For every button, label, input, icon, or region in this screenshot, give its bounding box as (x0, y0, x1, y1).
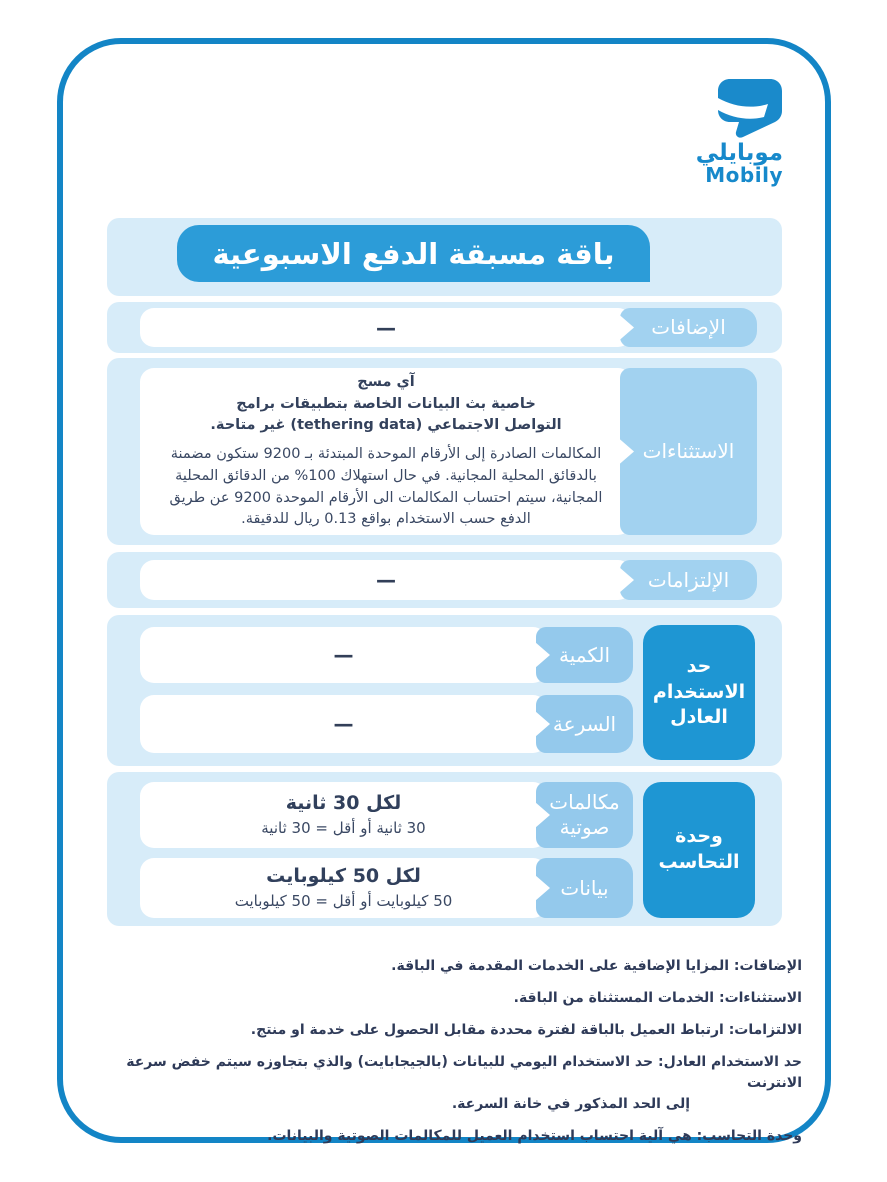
fair-usage-header-box (643, 625, 755, 760)
page-title: باقة مسبقة الدفع الاسبوعية (177, 225, 650, 282)
section-billing-unit (107, 772, 782, 926)
footnote-billing-unit: وحدة التحاسب: هي آلية احتساب استخدام العميل للمكالمات الصوتية والبيانات. (267, 1128, 802, 1144)
mobily-logo-icon (717, 78, 783, 138)
footnotes (85, 956, 802, 1158)
fair-usage-quantity-tab (536, 627, 633, 683)
additions-tab (620, 308, 757, 347)
fair-usage-speed-value: — (333, 712, 354, 736)
exceptions-bold-line: خاصية بث البيانات الخاصة بتطبيقات برامج (236, 395, 536, 412)
fair-usage-quantity-label: الكمية (559, 642, 611, 667)
footnote-exceptions: الاستثناءات: الخدمات المستثناة من الباقة. (513, 990, 802, 1006)
section-commitments (107, 552, 782, 608)
commitments-value: — (376, 568, 396, 592)
brand-name-arabic: موبايلي (695, 140, 783, 166)
additions-value: — (376, 315, 396, 340)
billing-unit-label: وحدة التحاسب (658, 825, 740, 873)
commitments-tab (620, 560, 757, 600)
billing-unit-header-box (643, 782, 755, 918)
billing-voice-label: مكالمات صوتية (549, 790, 620, 839)
footnote-fair-usage: حد الاستخدام العادل: حد الاستخدام اليومي للبيانات (بالجيجابايت) والذي بتجاوزه سيتم خفض سرعة الانترنت (126, 1054, 802, 1091)
exceptions-tab (620, 368, 757, 535)
fair-usage-quantity-box (140, 627, 547, 683)
fair-usage-quantity-value: — (333, 643, 354, 667)
tab-notch-icon (535, 711, 550, 737)
billing-data-tab (536, 858, 633, 918)
section-additions (107, 302, 782, 353)
billing-data-label: بيانات (560, 875, 609, 900)
billing-voice-tab (536, 782, 633, 848)
commitments-label: الإلتزامات (647, 567, 730, 592)
billing-data-sub: 50 كيلوبايت أو أقل = 50 كيلوبايت (234, 891, 453, 910)
footnote-commitments: الالتزامات: ارتباط العميل بالباقة لفترة محددة مقابل الحصول على خدمة او منتج. (250, 1022, 802, 1038)
additions-label: الإضافات (651, 315, 726, 339)
billing-voice-main: لكل 30 ثانية (285, 792, 402, 815)
section-fair-usage (107, 615, 782, 766)
tab-notch-icon (535, 875, 550, 901)
exceptions-paragraph: المكالمات الصادرة إلى الأرقام الموحدة المبتدئة بـ 9200 ستكون مضمنة بالدقائق المحلية المجانية. في حال استهلاك 100% من الدقائق المحلية المجانية، سيتم احتساب المكالمات الى الأرقام الموحدة 9200 عن طريق الدفع حسب الاستخدام بواقع 0.13 ريال للدقيقة. (169, 446, 603, 528)
exceptions-bold-line: التواصل الاجتماعي (tethering data) غير متاحة. (210, 417, 562, 434)
commitments-value-box (140, 560, 632, 600)
billing-data-box (140, 858, 547, 918)
exceptions-value-box (140, 368, 632, 535)
billing-data-main: لكل 50 كيلوبايت (266, 865, 421, 888)
billing-voice-box (140, 782, 547, 848)
exceptions-label: الاستثناءات (642, 439, 735, 463)
footnote-additions: الإضافات: المزايا الإضافية على الخدمات المقدمة في الباقة. (391, 958, 802, 974)
fair-usage-label: حد الاستخدام العادل (652, 655, 746, 729)
tab-notch-icon (535, 642, 550, 668)
mobily-logo (652, 78, 783, 186)
tab-notch-icon (619, 439, 634, 465)
fair-usage-speed-box (140, 695, 547, 753)
footnote-fair-usage-continued: إلى الحد المذكور في خانة السرعة. (451, 1096, 690, 1112)
section-exceptions (107, 358, 782, 545)
tab-notch-icon (619, 567, 634, 593)
tab-notch-icon (619, 315, 634, 341)
billing-voice-sub: 30 ثانية أو أقل = 30 ثانية (261, 818, 426, 837)
brand-name-english: Mobily (705, 163, 783, 188)
exceptions-bold-line: آي مسج (357, 373, 415, 390)
fair-usage-speed-tab (536, 695, 633, 753)
title-band (107, 218, 782, 296)
fair-usage-speed-label: السرعة (552, 711, 617, 736)
additions-value-box (140, 308, 632, 347)
